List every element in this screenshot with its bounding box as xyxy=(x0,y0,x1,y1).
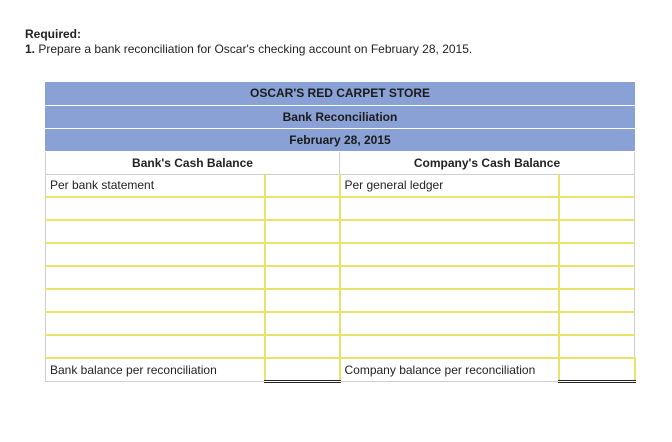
company-amount-input[interactable] xyxy=(559,197,635,220)
table-row xyxy=(46,174,635,197)
company-item-input[interactable] xyxy=(340,289,559,312)
table-row xyxy=(46,335,635,358)
company-amount-input[interactable] xyxy=(559,220,635,243)
table-row xyxy=(46,289,635,312)
company-item-input[interactable] xyxy=(340,243,559,266)
bank-amount-input[interactable] xyxy=(265,220,340,243)
bank-item-input[interactable] xyxy=(46,266,265,289)
bank-reconciliation-table xyxy=(45,82,636,383)
company-balance-header: Company's Cash Balance xyxy=(340,151,635,174)
statement-title: Bank Reconciliation xyxy=(46,105,635,128)
bank-reconciled-total-input[interactable] xyxy=(265,358,340,381)
company-amount-input[interactable] xyxy=(559,266,635,289)
bank-amount-input[interactable] xyxy=(265,266,340,289)
bank-statement-label: Per bank statement xyxy=(46,174,265,197)
general-ledger-label: Per general ledger xyxy=(340,174,559,197)
bank-item-input[interactable] xyxy=(46,335,265,358)
bank-amount-input[interactable] xyxy=(265,312,340,335)
table-row xyxy=(46,220,635,243)
bank-amount-input[interactable] xyxy=(265,243,340,266)
general-ledger-amount-input[interactable] xyxy=(559,174,635,197)
company-amount-input[interactable] xyxy=(559,335,635,358)
bank-amount-input[interactable] xyxy=(265,335,340,358)
table-row xyxy=(46,243,635,266)
company-item-input[interactable] xyxy=(340,266,559,289)
bank-item-input[interactable] xyxy=(46,220,265,243)
statement-date: February 28, 2015 xyxy=(46,128,635,151)
table-row xyxy=(46,266,635,289)
company-amount-input[interactable] xyxy=(559,312,635,335)
bank-item-input[interactable] xyxy=(46,289,265,312)
bank-amount-input[interactable] xyxy=(265,289,340,312)
company-amount-input[interactable] xyxy=(559,243,635,266)
required-heading: Required: xyxy=(25,27,82,41)
table-row xyxy=(46,358,635,381)
bank-reconciled-label: Bank balance per reconciliation xyxy=(46,358,265,381)
bank-amount-input[interactable] xyxy=(265,197,340,220)
bank-item-input[interactable] xyxy=(46,197,265,220)
company-item-input[interactable] xyxy=(340,220,559,243)
company-amount-input[interactable] xyxy=(559,289,635,312)
table-row xyxy=(46,312,635,335)
company-item-input[interactable] xyxy=(340,312,559,335)
requirement-number: 1. xyxy=(25,42,36,56)
company-reconciled-label: Company balance per reconciliation xyxy=(340,358,559,381)
bank-balance-header: Bank's Cash Balance xyxy=(46,151,340,174)
company-item-input[interactable] xyxy=(340,197,559,220)
bank-item-input[interactable] xyxy=(46,312,265,335)
bank-statement-amount-input[interactable] xyxy=(265,174,340,197)
requirement-text: Prepare a bank reconciliation for Oscar's checking account on February 28, 2015. xyxy=(38,42,473,56)
requirement-item xyxy=(25,42,472,56)
company-name: OSCAR'S RED CARPET STORE xyxy=(46,82,635,105)
table-row xyxy=(46,197,635,220)
company-item-input[interactable] xyxy=(340,335,559,358)
bank-item-input[interactable] xyxy=(46,243,265,266)
company-reconciled-total-input[interactable] xyxy=(559,358,635,381)
